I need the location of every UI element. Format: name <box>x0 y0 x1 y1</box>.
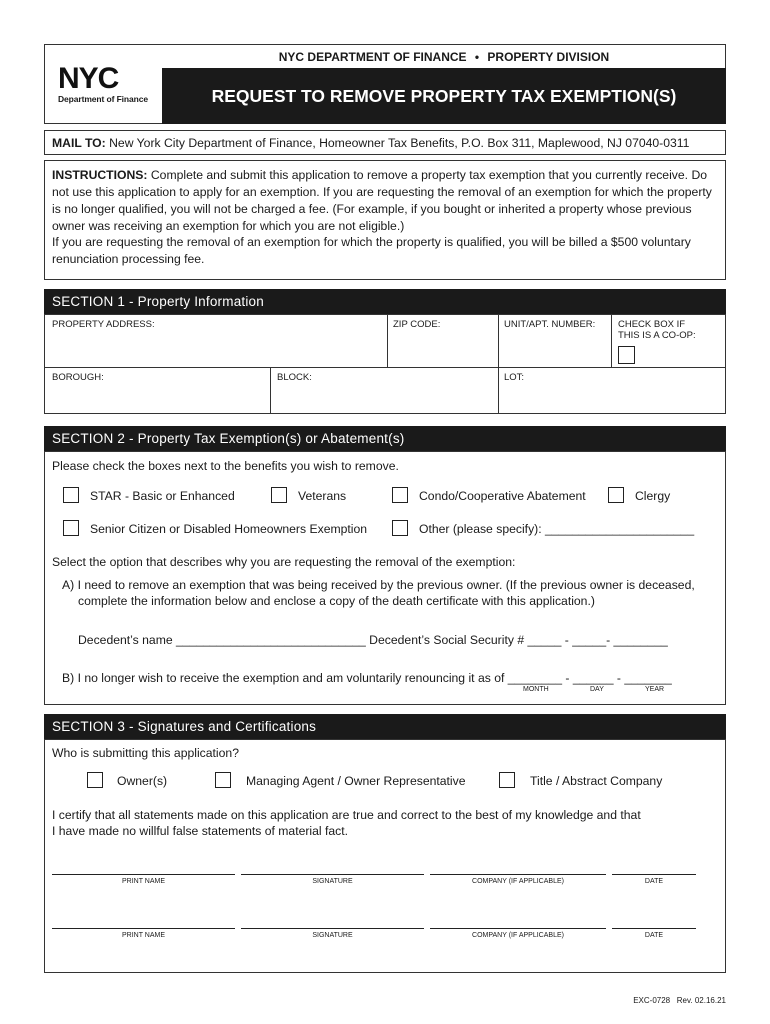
department-name: NYC DEPARTMENT OF FINANCE <box>278 50 467 64</box>
nyc-logo <box>58 62 154 106</box>
company-caption-1: COMPANY (IF APPLICABLE) <box>472 878 564 885</box>
title-company-checkbox[interactable] <box>499 772 515 788</box>
certification-line-2: I have made no willful false statements of material fact. <box>52 824 349 838</box>
veterans-checkbox[interactable] <box>271 487 287 503</box>
other-checkbox[interactable] <box>392 520 408 536</box>
instructions-paragraph-1 <box>52 167 720 235</box>
reason-intro: Select the option that describes why you are requesting the removal of the exemption: <box>52 555 516 569</box>
nyc-logo-text: NYC <box>58 62 119 95</box>
col-divider-coop <box>611 314 612 367</box>
coop-checkbox[interactable] <box>618 346 635 364</box>
unit-number-field[interactable] <box>499 332 610 366</box>
zip-code-field[interactable] <box>388 332 497 366</box>
date-caption-2: DATE <box>644 932 664 939</box>
block-label: BLOCK: <box>277 372 312 383</box>
bullet-separator: • <box>474 50 480 64</box>
form-title: REQUEST TO REMOVE PROPERTY TAX EXEMPTION(S) <box>211 86 677 106</box>
senior-citizen-label: Senior Citizen or Disabled Homeowners Exemption <box>90 522 368 536</box>
lot-field[interactable] <box>499 385 725 413</box>
veterans-label: Veterans <box>298 489 347 503</box>
condo-abatement-checkbox[interactable] <box>392 487 408 503</box>
company-caption-2: COMPANY (IF APPLICABLE) <box>472 932 564 939</box>
unit-number-label: UNIT/APT. NUMBER: <box>504 319 596 330</box>
mail-to-label: MAIL TO: <box>52 136 106 150</box>
print-name-line-1[interactable] <box>52 874 235 875</box>
option-a-line-1: A) I need to remove an exemption that was being received by the previous owner. (If the previous owner is deceased, <box>62 578 695 592</box>
block-field[interactable] <box>271 385 497 413</box>
company-line-1[interactable] <box>430 874 606 875</box>
section-1-header: SECTION 1 - Property Information <box>44 289 726 314</box>
star-checkbox[interactable] <box>63 487 79 503</box>
form-number: EXC-0728 Rev. 02.16.21 <box>633 996 726 1005</box>
nyc-logo-subtext: Department of Finance <box>58 94 148 104</box>
property-address-field[interactable] <box>45 332 386 366</box>
instructions-label: INSTRUCTIONS: <box>52 168 148 182</box>
instructions-text: Complete and submit this application to remove a property tax exemption that you currently receive. Do not use this application to apply for an exemption. If you are requesting the removal of an exemption for which the property is no longer qualified, you will not be charged a fee. (For example, if you bought or inherited a property whose previous owner was receiving an exemption for which you are not eligible.) <box>52 168 712 233</box>
lot-label: LOT: <box>504 372 525 383</box>
section-2-header: SECTION 2 - Property Tax Exemption(s) or Abatement(s) <box>44 426 726 451</box>
signature-caption-1: SIGNATURE <box>312 878 353 885</box>
owner-checkbox[interactable] <box>87 772 103 788</box>
managing-agent-label: Managing Agent / Owner Representative <box>246 774 466 788</box>
section-3-header: SECTION 3 - Signatures and Certifications <box>44 714 726 739</box>
coop-label-line-2: THIS IS A CO-OP: <box>618 330 696 341</box>
company-line-2[interactable] <box>430 928 606 929</box>
coop-label-line-1: CHECK BOX IF <box>618 319 686 330</box>
date-caption-1: DATE <box>644 878 664 885</box>
clergy-checkbox[interactable] <box>608 487 624 503</box>
date-line-2[interactable] <box>612 928 696 929</box>
signature-line-1[interactable] <box>241 874 424 875</box>
who-submitting-label: Who is submitting this application? <box>52 746 239 760</box>
certification-line-1: I certify that all statements made on this application are true and correct to the best of my knowledge and that <box>52 808 641 822</box>
borough-field[interactable] <box>45 385 269 413</box>
title-company-label: Title / Abstract Company <box>530 774 663 788</box>
managing-agent-checkbox[interactable] <box>215 772 231 788</box>
section-1-row-divider <box>44 367 726 368</box>
date-line-1[interactable] <box>612 874 696 875</box>
month-caption: MONTH <box>523 686 549 693</box>
header-department-line <box>162 44 726 68</box>
print-name-line-2[interactable] <box>52 928 235 929</box>
year-caption: YEAR <box>645 686 665 693</box>
day-caption: DAY <box>590 686 604 693</box>
owner-label: Owner(s) <box>117 774 168 788</box>
mail-to-address: New York City Department of Finance, Homeowner Tax Benefits, P.O. Box 311, Maplewood, NJ 07040-0311 <box>109 136 690 150</box>
clergy-label: Clergy <box>635 489 671 503</box>
benefits-intro: Please check the boxes next to the benefits you wish to remove. <box>52 459 399 473</box>
print-name-caption-2: PRINT NAME <box>121 932 166 939</box>
division-name: PROPERTY DIVISION <box>487 50 610 64</box>
print-name-caption-1: PRINT NAME <box>121 878 166 885</box>
signature-line-2[interactable] <box>241 928 424 929</box>
property-address-label: PROPERTY ADDRESS: <box>52 319 155 330</box>
mail-to-line <box>52 136 722 150</box>
option-a-line-2: complete the information below and enclose a copy of the death certificate with this application.) <box>78 594 595 608</box>
borough-label: BOROUGH: <box>52 372 104 383</box>
decedent-info-line[interactable]: Decedent’s name ____________________________ Decedent’s Social Security # _____ - _____- ________ <box>78 633 668 647</box>
instructions-paragraph-2: If you are requesting the removal of an exemption for which the property is qualified, you will be billed a $500 voluntary renunciation processing fee. <box>52 235 691 266</box>
zip-code-label: ZIP CODE: <box>393 319 441 330</box>
senior-citizen-checkbox[interactable] <box>63 520 79 536</box>
option-b-line[interactable]: B) I no longer wish to receive the exemption and am voluntarily renouncing it as of ________ - ______ - _______ <box>62 671 672 685</box>
star-label: STAR - Basic or Enhanced <box>90 489 235 503</box>
condo-abatement-label: Condo/Cooperative Abatement <box>419 489 586 503</box>
other-label: Other (please specify): ______________________ <box>419 522 695 536</box>
signature-caption-2: SIGNATURE <box>312 932 353 939</box>
